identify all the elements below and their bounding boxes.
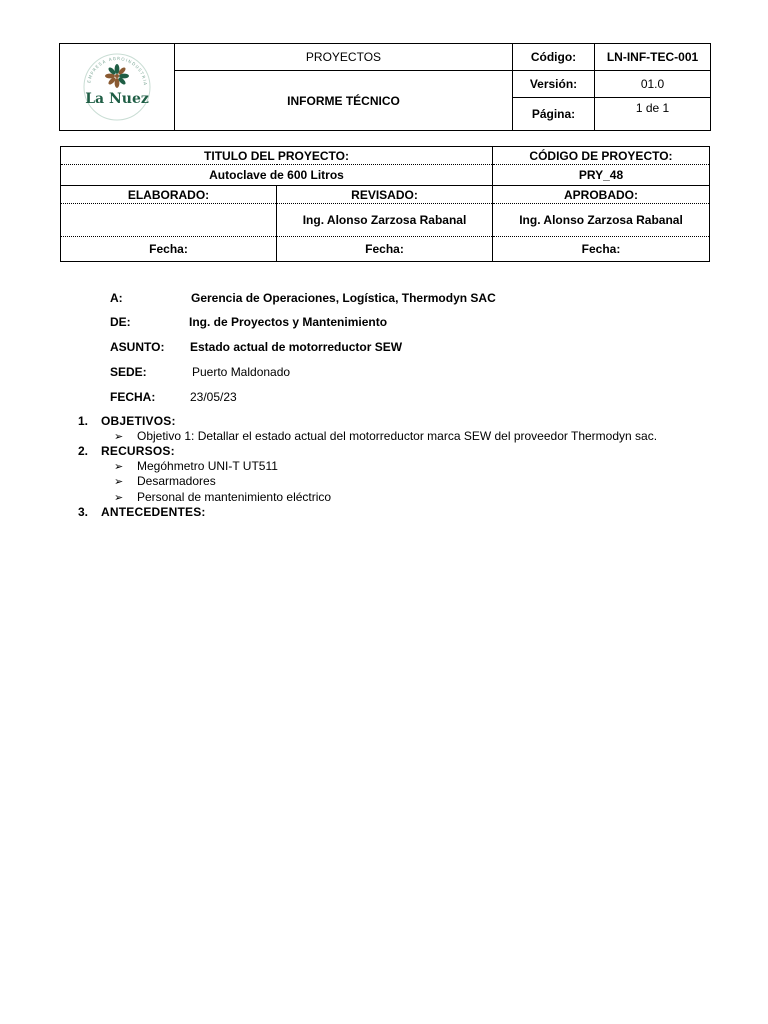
section-number: 1. [78,414,89,428]
memo-asunto-label: ASUNTO: [110,340,165,354]
aprobado-fecha-label: Fecha: [493,237,710,262]
bullet-arrow-icon: ➢ [114,492,124,504]
bullet-arrow-icon: ➢ [114,431,124,443]
codigo-label: Código: [513,44,595,71]
revisado-fecha-label: Fecha: [277,237,493,262]
pagina-value: 1 de 1 [595,98,711,131]
project-info-table [60,146,710,262]
section-number: 3. [78,505,89,519]
memo-sede-label: SEDE: [110,365,147,379]
pagina-label: Página: [513,98,595,131]
codigo-proyecto-value: PRY_48 [493,165,710,186]
revisado-value: Ing. Alonso Zarzosa Rabanal [277,204,493,237]
memo-a-value: Gerencia de Operaciones, Logística, Thermodyn SAC [191,291,496,305]
logo-wordmark: La Nuez [85,91,149,107]
memo-fecha-label: FECHA: [110,390,156,404]
section-number: 2. [78,444,89,458]
revisado-label: REVISADO: [277,186,493,204]
memo-de-value: Ing. de Proyectos y Mantenimiento [189,315,388,329]
section-title: RECURSOS: [101,444,175,458]
company-logo-cell [60,44,175,131]
memo-fecha-value: 23/05/23 [190,390,237,404]
bullet-arrow-icon: ➢ [114,476,124,488]
leaf-emblem-icon [105,64,129,88]
aprobado-label: APROBADO: [493,186,710,204]
list-item: Personal de mantenimiento eléctrico [137,490,332,504]
list-item: Desarmadores [137,474,216,488]
aprobado-value: Ing. Alonso Zarzosa Rabanal [493,204,710,237]
elaborado-label: ELABORADO: [61,186,277,204]
bullet-arrow-icon: ➢ [114,461,124,473]
document-header [59,43,711,131]
memo-a-label: A: [110,291,123,305]
header-proyectos: PROYECTOS [175,44,513,71]
memo-de-label: DE: [110,315,131,329]
memo-sede-value: Puerto Maldonado [192,365,291,379]
section-title: OBJETIVOS: [101,414,176,428]
version-label: Versión: [513,71,595,98]
version-value: 01.0 [595,71,711,98]
memo-asunto-value: Estado actual de motorreductor SEW [190,340,403,354]
elaborado-fecha-label: Fecha: [61,237,277,262]
codigo-value: LN-INF-TEC-001 [595,44,711,71]
logo-ring-text: EMPRESA AGROINDUSTRIA [86,55,149,87]
header-informe-tecnico: INFORME TÉCNICO [175,71,513,131]
section-title: ANTECEDENTES: [101,505,206,519]
codigo-proyecto-label: CÓDIGO DE PROYECTO: [493,147,710,165]
elaborado-value [61,204,277,237]
titulo-proyecto-label: TITULO DEL PROYECTO: [61,147,493,165]
la-nuez-logo [79,49,155,125]
list-item: Megóhmetro UNI-T UT511 [137,459,278,473]
list-item: Objetivo 1: Detallar el estado actual del motorreductor marca SEW del proveedor Thermodyn sac. [137,429,658,443]
titulo-proyecto-value: Autoclave de 600 Litros [61,165,493,186]
